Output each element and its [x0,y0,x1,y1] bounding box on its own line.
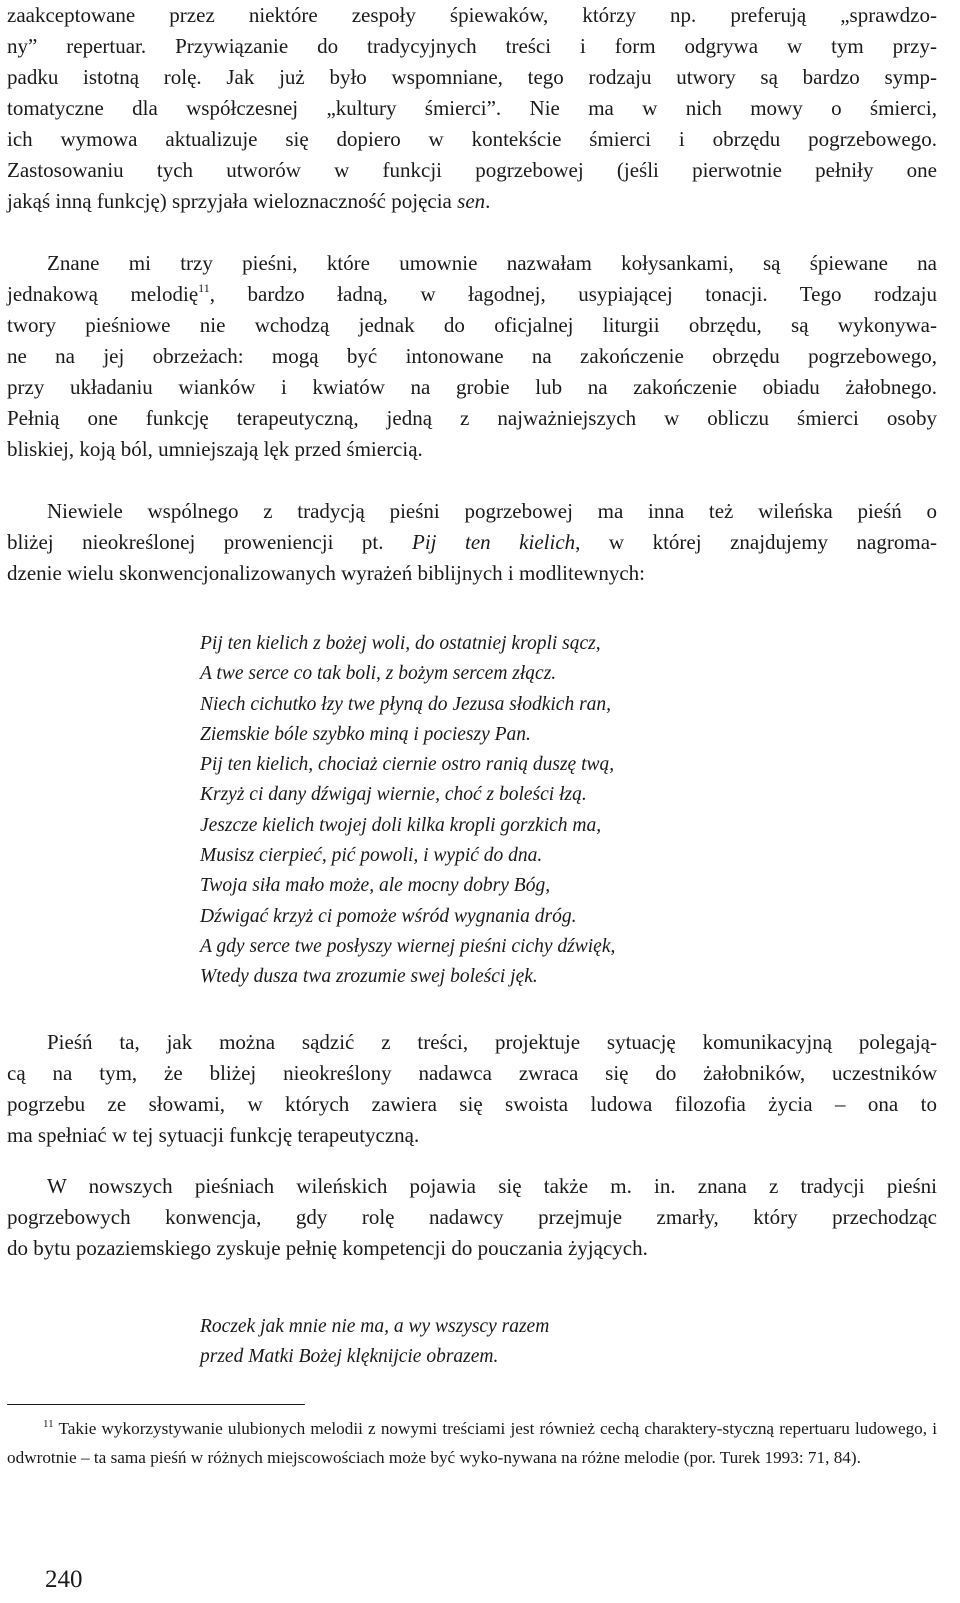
poem-line: Twoja siła mało może, ale mocny dobry Bóg, [200,875,551,897]
poem-line: Jeszcze kielich twojej doli kilka kropli gorzkich ma, [200,814,602,836]
text-line: do bytu pozaziemskiego zyskuje pełnię kompetencji do pouczania żyjących. [7,1236,648,1260]
footnote-marker[interactable]: 11 [198,281,210,295]
text-line: Zastosowaniu tych utworów w funkcji pogrzebowej (jeśli pierwotnie pełniły one [7,158,937,182]
text-line: bliskiej, koją ból, umniejszają lęk przed śmiercią. [7,437,423,461]
text-line [7,279,937,310]
paragraph-lullabies [7,248,937,465]
text-line: Znane mi trzy pieśni, które umownie nazwałam kołysankami, są śpiewane na [47,251,937,275]
poem-line: Musisz cierpieć, pić powoli, i wypić do dna. [200,845,543,867]
footnote-text: Takie wykorzystywanie ulubionych melodii z nowymi treściami jest również cechą charaktery-styczną repertuaru ludowego, i odwrotnie – ta sama pieśń w różnych miejscowościach może być wyko-nywana na różne melodie (por. Turek 1993: 71, 84). [7,1419,937,1467]
text-run: bliżej nieokreślonej proweniencji pt. [7,530,413,554]
text-line: ma spełniać w tej sytuacji funkcję terapeutyczną. [7,1123,420,1147]
footnote-separator [7,1404,305,1405]
poem-line: Niech cichutko łzy twe płyną do Jezusa słodkich ran, [200,693,612,715]
italic-term: sen [457,189,486,213]
text-line: W nowszych pieśniach wileńskich pojawia się także m. in. znana z tradycji pieśni [47,1174,937,1198]
text-line: przy układaniu wianków i kwiatów na grobie lub na zakończenie obiadu żałobnego. [7,375,937,399]
poem-line: A twe serce co tak boli, z bożym sercem złącz. [200,663,557,685]
poem-quote [200,1312,549,1373]
text-line: ich wymowa aktualizuje się dopiero w kontekście śmierci i obrzędu pogrzebowego. [7,127,937,151]
text-line: pogrzebowych konwencja, gdy rolę nadawcy przejmuje zmarły, który przechodząc [7,1205,937,1229]
paragraph-analysis [7,1027,937,1151]
footnote-number: 11 [43,1418,54,1430]
text-line: dzenie wielu skonwencjonalizowanych wyrażeń biblijnych i modlitewnych: [7,561,645,585]
text-line: Pełnią one funkcję terapeutyczną, jedną z najważniejszych w obliczu śmierci osoby [7,406,937,430]
footnote [7,1414,937,1472]
italic-title: Pij ten kielich [412,530,576,554]
text-line: pogrzebu ze słowami, w których zawiera się swoista ludowa filozofia życia – ona to [7,1092,937,1116]
text-line: twory pieśniowe nie wchodzą jednak do oficjalnej liturgii obrzędu, są wykonywa- [7,313,937,337]
text-run: jakąś inną funkcję) sprzyjała wieloznaczność pojęcia [7,189,458,213]
poem-line: Krzyż ci dany dźwigaj wiernie, choć z boleści łzą. [200,784,587,806]
text-line: ne na jej obrzeżach: mogą być intonowane na zakończenie obrzędu pogrzebowego, [7,344,937,368]
poem-line: Wtedy dusza twa zrozumie swej boleści jęk. [200,966,538,988]
poem-line: Pij ten kielich, chociaż ciernie ostro ranią duszę twą, [200,754,615,776]
text-line: Niewiele wspólnego z tradycją pieśni pogrzebowej ma inna też wileńska pieśń o [47,499,937,523]
paragraph-pij-ten-kielich [7,496,937,589]
text-run: jednakową melodię [7,282,199,306]
paragraph-newer-songs [7,1171,937,1264]
poem-quote [200,629,615,993]
poem-line: Roczek jak mnie nie ma, a wy wszyscy razem [200,1316,550,1337]
text-line: cą na tym, że bliżej nieokreślony nadawca zwraca się do żałobników, uczestników [7,1061,937,1085]
poem-line: Dźwigać krzyż ci pomoże wśród wygnania dróg. [200,905,577,927]
text-line: padku istotną rolę. Jak już było wspomniane, tego rodzaju utwory są bardzo symp- [7,65,937,89]
text-line: tomatyczne dla współczesnej „kultury śmierci”. Nie ma w nich mowy o śmierci, [7,96,937,120]
text-line: ny” repertuar. Przywiązanie do tradycyjnych treści i form odgrywa w tym przy- [7,34,937,58]
text-run: , bardzo ładną, w łagodnej, usypiającej tonacji. Tego rodzaju [209,282,938,306]
text-line: Pieśń ta, jak można sądzić z treści, projektuje sytuację komunikacyjną polegają- [47,1030,937,1054]
paragraph-continuation [7,0,937,217]
text-line: zaakceptowane przez niektóre zespoły śpiewaków, którzy np. preferują „sprawdzo- [7,3,937,27]
text-run: , w której znajdujemy nagroma- [575,530,938,554]
poem-line: Pij ten kielich z bożej woli, do ostatniej kropli sącz, [200,633,601,654]
text-run: . [485,189,491,213]
page-number: 240 [45,1566,83,1593]
text-line [7,186,937,217]
text-line [7,527,937,558]
poem-line: Ziemskie bóle szybko miną i pocieszy Pan. [200,723,531,745]
poem-line: przed Matki Bożej klęknijcie obrazem. [200,1346,499,1368]
poem-line: A gdy serce twe posłyszy wiernej pieśni cichy dźwięk, [200,935,616,957]
